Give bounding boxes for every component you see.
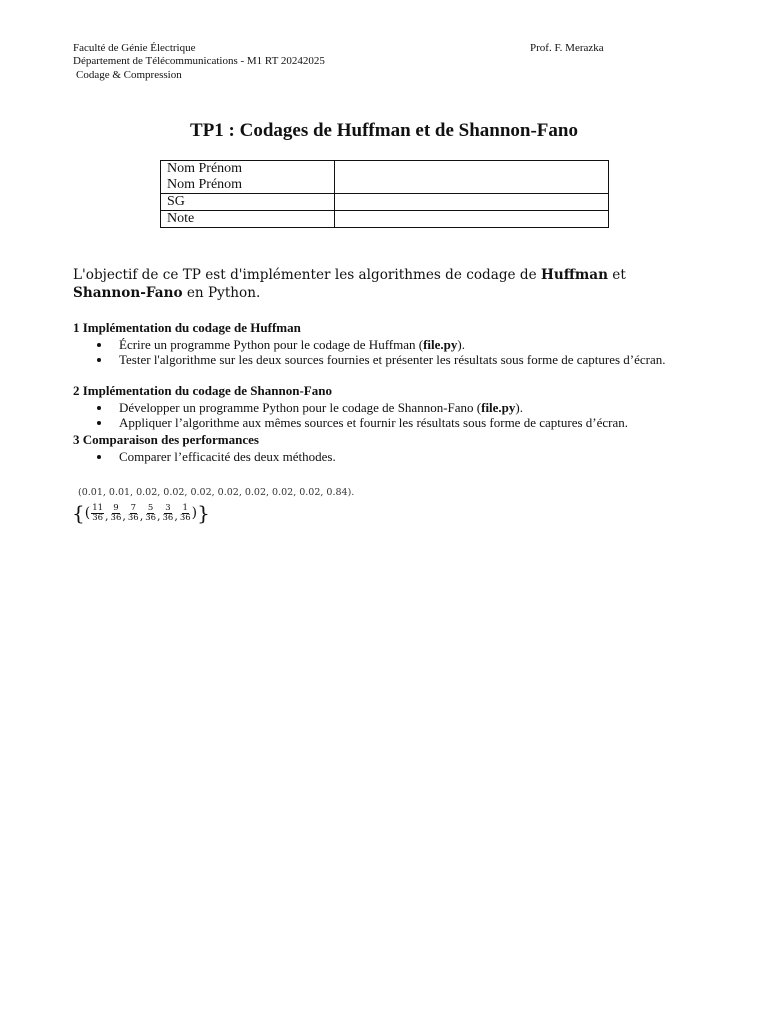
bullet-icon xyxy=(97,455,101,459)
list-item xyxy=(73,352,695,367)
sg-value-cell xyxy=(335,194,609,211)
fraction xyxy=(128,504,139,523)
fraction-numerator: 7 xyxy=(130,502,136,513)
comma: , xyxy=(139,509,144,523)
faculty-label: Faculté de Génie Électrique xyxy=(73,42,196,54)
fraction-denominator: 36 xyxy=(162,512,174,523)
name-value-cell xyxy=(335,161,609,194)
section-heading-2: 2 Implémentation du codage de Shannon-Fano xyxy=(73,383,332,398)
bullet-icon xyxy=(97,343,101,347)
fraction-numerator: 11 xyxy=(92,502,104,513)
fraction-denominator: 36 xyxy=(110,512,122,523)
section-heading-3: 3 Comparaison des performances xyxy=(73,432,259,447)
list-item xyxy=(73,415,695,430)
list-item xyxy=(73,400,695,415)
open-brace: { xyxy=(72,501,85,525)
bullet-icon xyxy=(97,358,101,362)
sg-label: SG xyxy=(167,194,185,209)
fraction xyxy=(145,504,156,523)
fraction-numerator: 9 xyxy=(113,502,119,513)
item-text: Appliquer l’algorithme aux mêmes sources et fournir les résultats sous forme de captures d’écran. xyxy=(119,415,628,430)
list-item xyxy=(73,337,695,352)
close-paren: ) xyxy=(191,505,198,521)
fraction xyxy=(91,504,104,523)
comma: , xyxy=(174,509,178,523)
professor-label: Prof. F. Merazka xyxy=(530,42,604,54)
item-bold: file.py xyxy=(423,337,458,352)
note-label: Note xyxy=(167,211,195,226)
item-bold: file.py xyxy=(481,400,516,415)
source-1-probabilities: (0.01, 0.01, 0.02, 0.02, 0.02, 0.02, 0.02, 0.02, 0.02, 0.84). xyxy=(78,487,355,498)
note-label-cell xyxy=(161,211,335,228)
item-text: Comparer l’efficacité des deux méthodes. xyxy=(119,449,336,464)
section-2-list xyxy=(73,400,695,430)
intro-text: et xyxy=(607,267,626,283)
item-text: Écrire un programme Python pour le codage de Huffman ( xyxy=(119,337,424,352)
intro-text: L'objectif de ce TP est d'implémenter les algorithmes de codage de xyxy=(73,267,541,283)
section-3-list xyxy=(73,449,695,464)
table-row xyxy=(161,211,609,228)
section-heading-1: 1 Implémentation du codage de Huffman xyxy=(73,320,301,335)
name-label: Nom Prénom xyxy=(167,177,243,192)
source-2-probabilities xyxy=(72,502,210,524)
item-text: Développer un programme Python pour le codage de Shannon-Fano ( xyxy=(119,400,482,415)
list-item xyxy=(73,449,695,464)
page-title: TP1 : Codages de Huffman et de Shannon-Fano xyxy=(190,120,578,141)
item-text: ). xyxy=(515,400,524,415)
fraction-numerator: 5 xyxy=(147,502,154,513)
fraction-numerator: 1 xyxy=(182,502,188,513)
table-row xyxy=(161,161,609,194)
open-paren: ( xyxy=(84,505,91,521)
comma: , xyxy=(105,509,109,523)
note-value-cell xyxy=(335,211,609,228)
fraction-denominator: 36 xyxy=(127,512,139,523)
fraction-denominator: 36 xyxy=(145,512,157,523)
intro-paragraph xyxy=(73,266,697,302)
bullet-icon xyxy=(97,421,101,425)
department-label: Département de Télécommunications - M1 RT 20242025 xyxy=(73,55,325,67)
fraction xyxy=(163,504,174,523)
item-text: ). xyxy=(457,337,465,352)
student-info-table xyxy=(160,160,609,228)
item-text: Tester l'algorithme sur les deux sources fournies et présenter les résultats sous forme de captures d’écran. xyxy=(119,352,666,367)
sg-label-cell xyxy=(161,194,335,211)
intro-bold-shannon-fano: Shannon-Fano xyxy=(73,285,183,301)
name-label: Nom Prénom xyxy=(167,161,243,176)
bullet-icon xyxy=(97,406,101,410)
fraction-numerator: 3 xyxy=(165,502,171,513)
table-row xyxy=(161,194,609,211)
comma: , xyxy=(122,509,126,523)
fraction-denominator: 36 xyxy=(92,512,104,523)
fraction xyxy=(180,504,191,523)
fraction xyxy=(111,504,122,523)
name-label-cell xyxy=(161,161,335,194)
fraction-denominator: 36 xyxy=(179,512,191,523)
section-1-list xyxy=(73,337,695,367)
comma: , xyxy=(157,509,161,523)
intro-text: en Python. xyxy=(182,285,261,301)
intro-bold-huffman: Huffman xyxy=(541,267,608,283)
course-label: Codage & Compression xyxy=(76,69,182,81)
close-brace: } xyxy=(197,501,210,525)
